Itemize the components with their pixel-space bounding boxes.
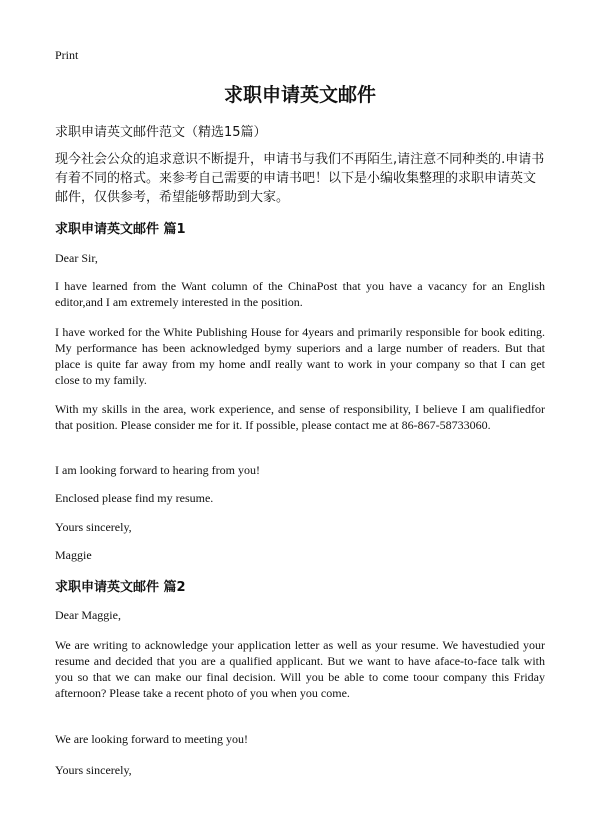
- letter1-paragraph-3: With my skills in the area, work experience, and sense of responsibility, I believe I am qualifiedfor that position. Please consider me for it. If possible, please contact me at 86-867-58733060.: [55, 402, 545, 432]
- intro-paragraph: 现今社会公众的追求意识不断提升，申请书与我们不再陌生,请注意不同种类的.申请书有着不同的格式。来参考自己需要的申请书吧！以下是小编收集整理的求职申请英文邮件，仅供参考，希望能够帮助到大家。: [55, 152, 545, 205]
- letter1-paragraph-1: I have learned from the Want column of the ChinaPost that you have a vacancy for an English editor,and I am extremely interested in the position.: [55, 279, 545, 309]
- letter2-closing: Yours sincerely,: [55, 763, 132, 777]
- letter1-signature: Maggie: [55, 548, 92, 562]
- letter2-paragraph-1: We are writing to acknowledge your application letter as well as your resume. We havestudied your resume and decided that you are a qualified applicant. But we want to have aface-to-face talk with you so that we can make our final decision. Will you be able to come toour company this Friday afternoon? Please take a recent photo of you when you come.: [55, 638, 545, 700]
- letter2-paragraph-2: We are looking forward to meeting you!: [55, 732, 248, 746]
- letter1-paragraph-4: I am looking forward to hearing from you!: [55, 463, 260, 477]
- letter1-heading: 求职申请英文邮件 篇1: [55, 222, 186, 237]
- letter1-paragraph-5: Enclosed please find my resume.: [55, 491, 214, 505]
- print-link[interactable]: Print: [55, 48, 79, 62]
- letter1-salutation: Dear Sir,: [55, 251, 98, 265]
- page-title: 求职申请英文邮件: [223, 84, 376, 106]
- letter1-closing: Yours sincerely,: [55, 520, 132, 534]
- letter2-salutation: Dear Maggie,: [55, 608, 121, 622]
- letter2-heading: 求职申请英文邮件 篇2: [55, 580, 186, 595]
- letter1-paragraph-2: I have worked for the White Publishing House for 4years and primarily responsible for book editing. My performance has been acknowledged bymy superiors and a large number of readers. But that place is quite far away from my home andI really want to work in your company so that I can get close to my family.: [55, 325, 545, 387]
- subtitle: 求职申请英文邮件范文（精选15篇）: [55, 125, 267, 140]
